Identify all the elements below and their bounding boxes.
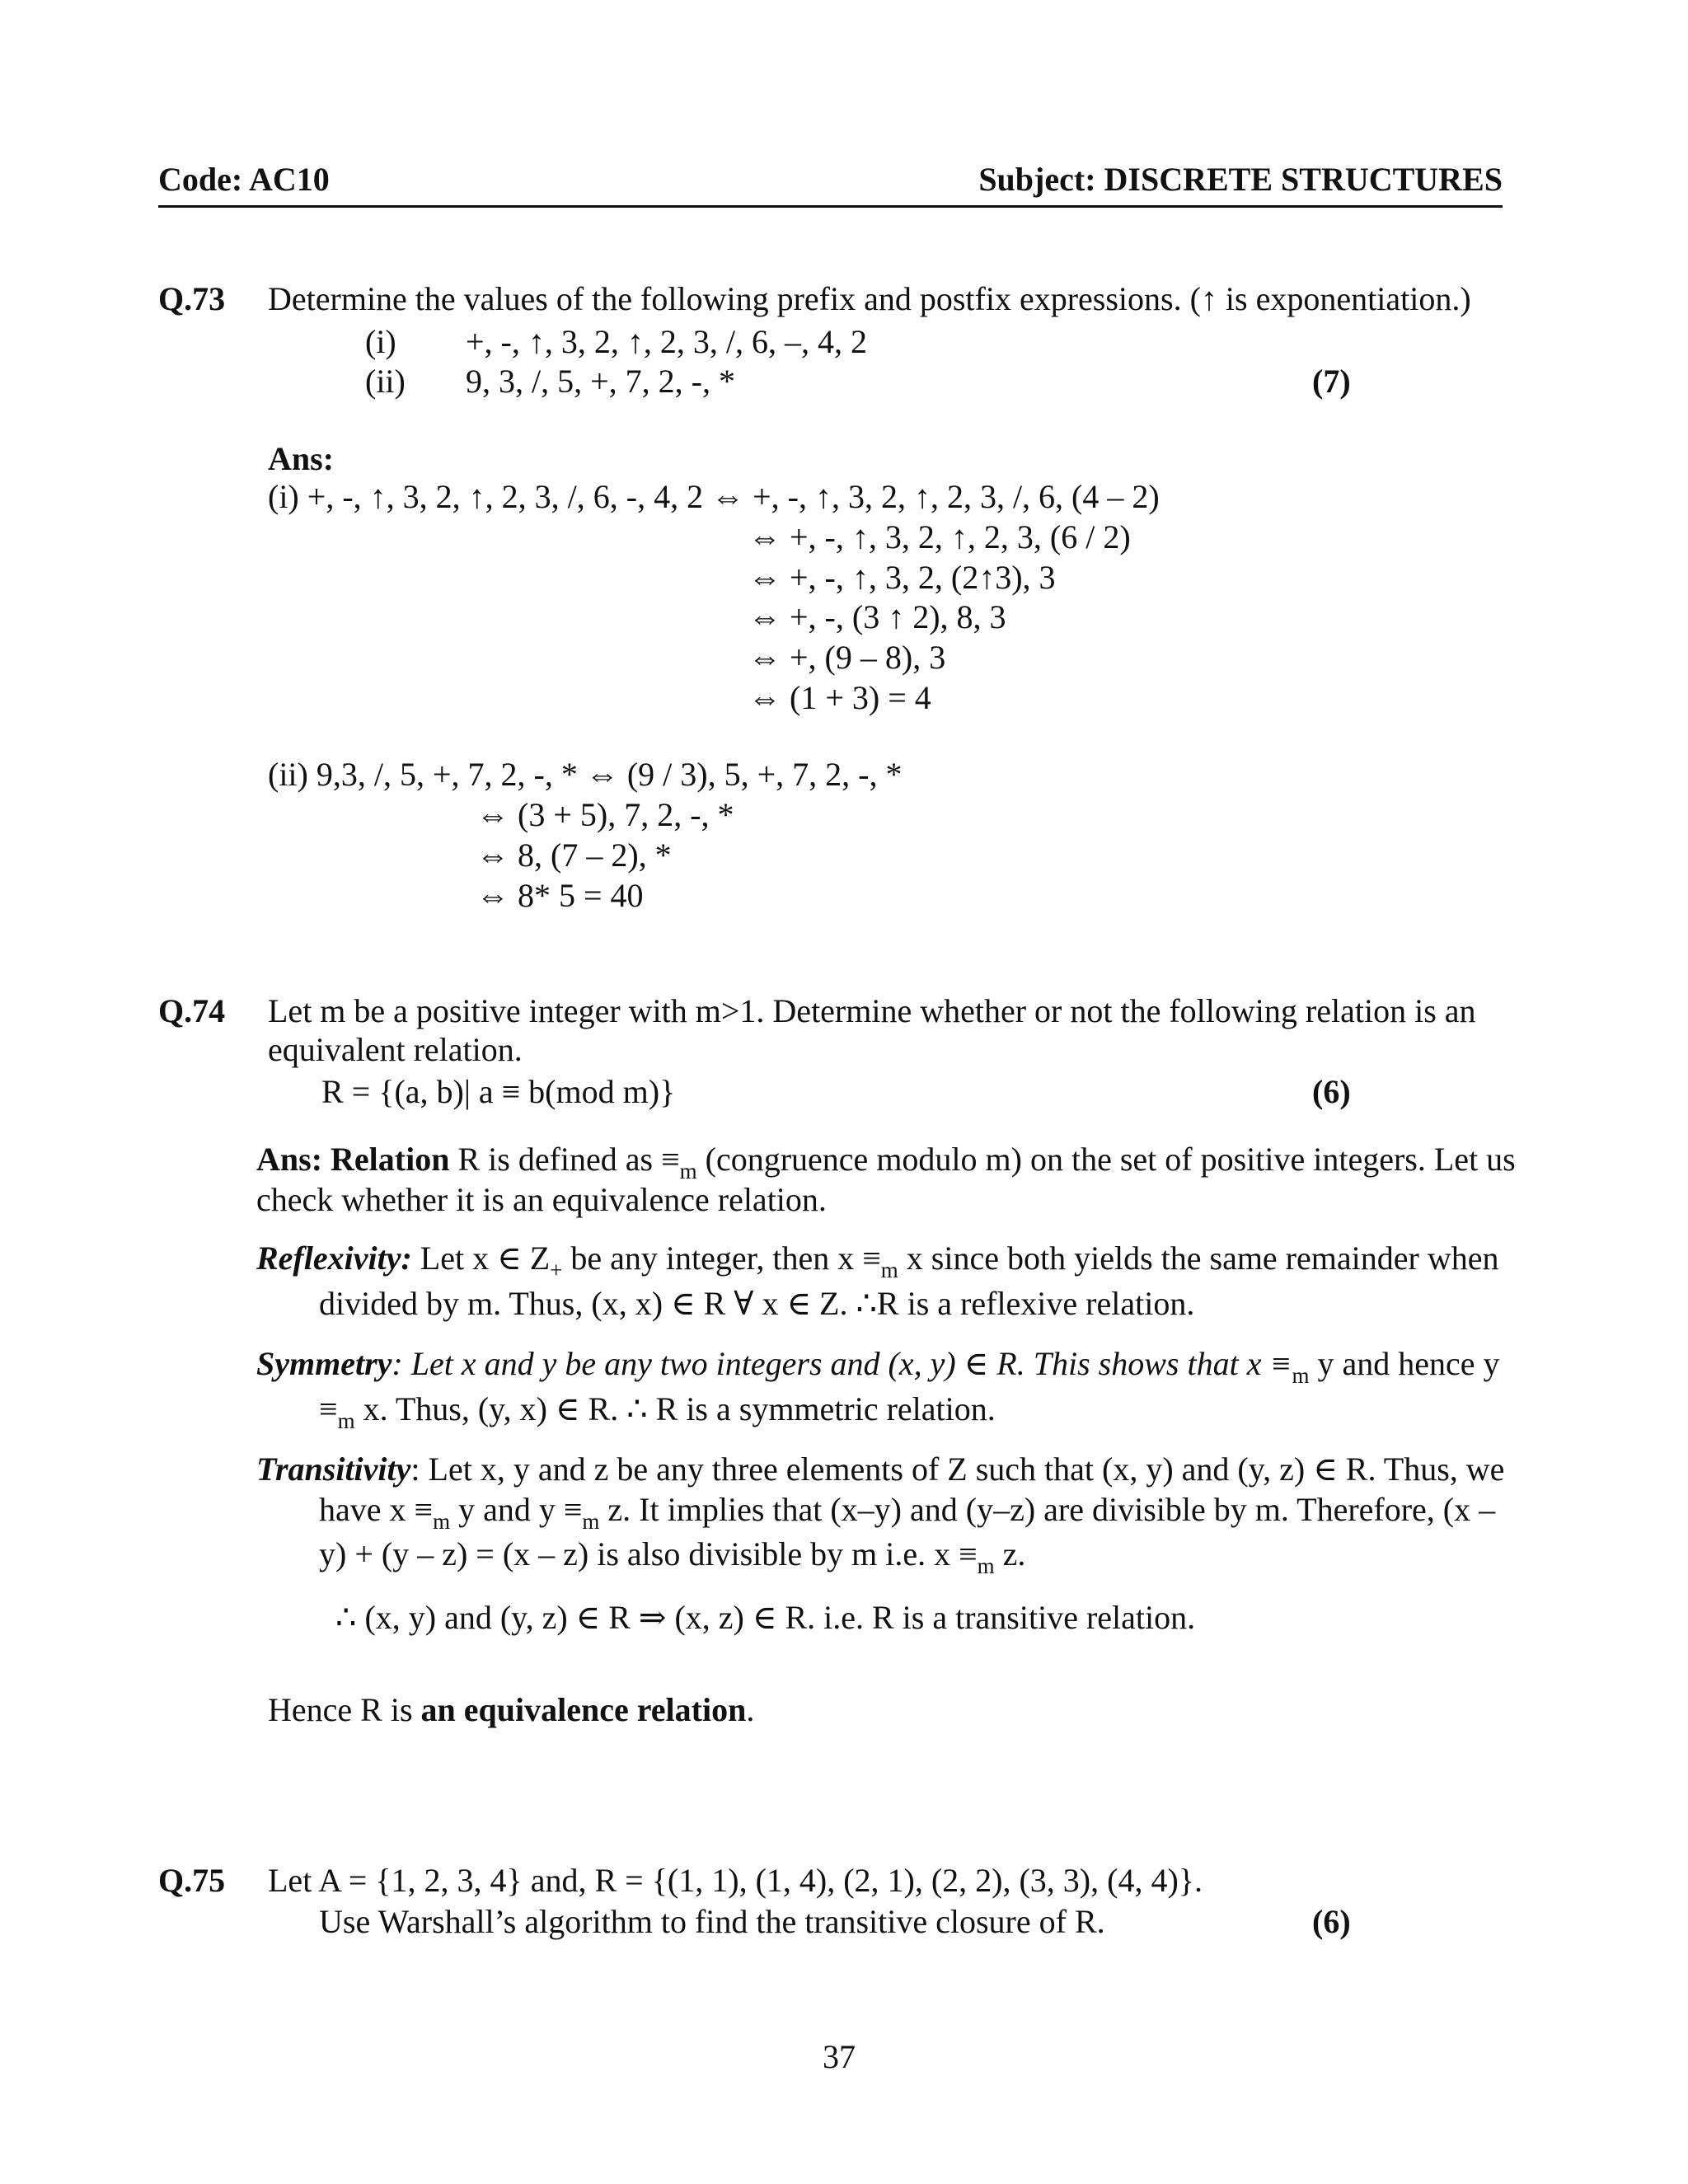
- subscript-m: m: [977, 1554, 995, 1578]
- q73-part-ii-line: ⇔ 8* 5 = 40: [476, 877, 644, 914]
- q75-line2: Use Warshall’s algorithm to find the transitive closure of R.: [319, 1903, 1105, 1940]
- q74-answer-line1: Ans: Relation R is defined as $\equiv_m$ (congruence modulo m) on the set of positive integers. Let us: [256, 1141, 1516, 1183]
- header-subject: Subject: DISCRETE STRUCTURES: [978, 161, 1503, 198]
- q73-part-i-line: ⇔ +, -, ↑, 3, 2, ↑, 2, 3, (6 / 2): [748, 518, 1131, 555]
- q73-part-i-line: ⇔ +, (9 – 8), 3: [748, 639, 946, 676]
- symmetry-title: Symmetry: [256, 1345, 392, 1382]
- q73-part-i-line: ⇔ +, -, (3 ↑ 2), 8, 3: [748, 598, 1006, 635]
- subscript-m: m: [433, 1509, 451, 1534]
- q74-relation: R = {(a, b)| a ≡ b(mod m)}: [321, 1073, 676, 1110]
- q73-part-i-line: ⇔ (1 + 3) = 4: [748, 679, 931, 716]
- symmetry-line1: Symmetry: Let x and y be any two integers and (x, y) ∈ R. This shows that $x \equiv_m$ y and hence y: [256, 1345, 1500, 1388]
- q75-line1: Let A = {1, 2, 3, 4} and, R = {(1, 1), (1, 4), (2, 1), (2, 2), (3, 3), (4, 4)}.: [268, 1862, 1203, 1899]
- q73-part-ii-line: ⇔ 8, (7 – 2), *: [476, 837, 672, 874]
- q73-item-ii-label: (ii): [365, 363, 406, 400]
- q74-answer-line2: check whether it is an equivalence relation.: [256, 1181, 827, 1218]
- q73-item-ii-expr: 9, 3, /, 5, +, 7, 2, -, *: [466, 363, 735, 400]
- q73-answer-label: Ans:: [268, 440, 335, 477]
- transitivity-line1: Transitivity: Let x, y and z be any three elements of Z such that (x, y) and (y, z) ∈ R. Thus, we: [256, 1451, 1505, 1488]
- header-rule: [158, 205, 1503, 208]
- subscript-m: m: [880, 1258, 898, 1282]
- transitivity-title: Transitivity: [256, 1451, 411, 1488]
- q74-marks: (6): [1312, 1073, 1351, 1110]
- subscript-m: m: [1292, 1363, 1310, 1388]
- subscript-m: m: [582, 1509, 600, 1534]
- subscript-m: m: [679, 1159, 697, 1183]
- q75-number: Q.75: [158, 1862, 226, 1899]
- subscript-plus: +: [550, 1258, 563, 1282]
- q74-number: Q.74: [158, 992, 226, 1029]
- q73-number: Q.73: [158, 280, 226, 317]
- q73-part-ii-line: (ii) 9,3, /, 5, +, 7, 2, -, * ⇔ (9 / 3), 5, +, 7, 2, -, *: [268, 756, 903, 793]
- q74-answer-label: Ans: Relation: [256, 1141, 450, 1178]
- reflexivity-line2: divided by m. Thus, (x, x) ∈ R ∀ x ∈ Z. ∴R is a reflexive relation.: [319, 1285, 1195, 1322]
- q73-item-i-expr: +, -, ↑, 3, 2, ↑, 2, 3, /, 6, –, 4, 2: [466, 323, 867, 360]
- transitivity-line3: y) + (y – z) = (x – z) is also divisible by m i.e. $x \equiv_m$ z.: [319, 1535, 1026, 1578]
- header-code: Code: AC10: [158, 161, 330, 198]
- q73-part-ii-line: ⇔ (3 + 5), 7, 2, -, *: [476, 796, 734, 833]
- q73-part-i-line: ⇔ +, -, ↑, 3, 2, (2↑3), 3: [748, 559, 1056, 596]
- q74-question-line2: equivalent relation.: [268, 1031, 523, 1068]
- q73-part-i-line: (i) +, -, ↑, 3, 2, ↑, 2, 3, /, 6, -, 4, 2 ⇔ +, -, ↑, 3, 2, ↑, 2, 3, /, 6, (4 – 2): [268, 478, 1160, 515]
- reflexivity-line1: Reflexivity: Let x ∈ $Z_+$ be any integer, then $x \equiv_m$ x since both yields the same remainder when: [256, 1240, 1499, 1282]
- symmetry-line2: $\equiv_m$ x. Thus, (y, x) ∈ R. ∴ R is a symmetric relation.: [319, 1390, 996, 1433]
- subscript-m: m: [337, 1408, 355, 1433]
- q75-marks: (6): [1312, 1903, 1351, 1940]
- transitivity-line2: have $x \equiv_m$ y and $y \equiv_m$ z. It implies that (x–y) and (y–z) are divisible by m. Therefore, (x –: [319, 1491, 1496, 1534]
- reflexivity-title: Reflexivity:: [256, 1240, 412, 1277]
- q73-marks: (7): [1312, 363, 1351, 400]
- q73-question: Determine the values of the following prefix and postfix expressions. (↑ is exponentiation.): [268, 280, 1471, 317]
- transitivity-conclusion: ∴ (x, y) and (y, z) ∈ R ⇒ (x, z) ∈ R. i.e. R is a transitive relation.: [335, 1599, 1196, 1636]
- q74-question-line1: Let m be a positive integer with m>1. Determine whether or not the following relation is an: [268, 992, 1476, 1029]
- q73-item-i-label: (i): [365, 323, 396, 360]
- page-number: 37: [823, 2038, 856, 2075]
- q74-conclusion: Hence R is an equivalence relation.: [268, 1691, 755, 1728]
